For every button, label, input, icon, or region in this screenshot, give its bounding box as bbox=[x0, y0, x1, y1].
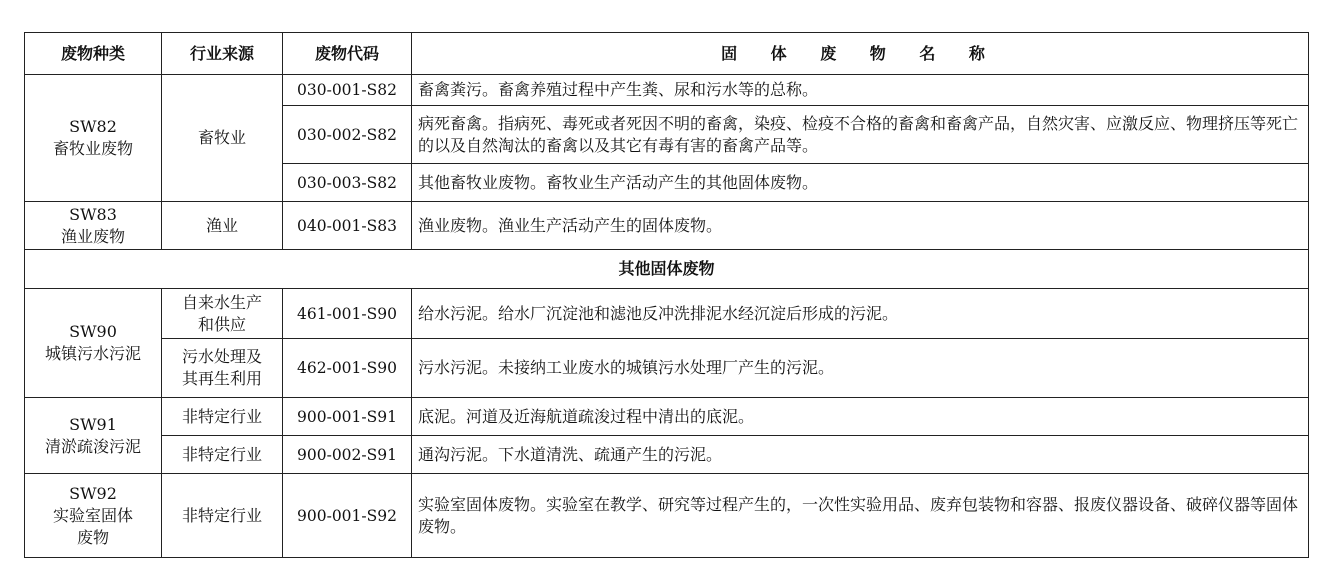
category-name: 城镇污水污泥 bbox=[44, 344, 141, 363]
header-code: 废物代码 bbox=[283, 33, 412, 75]
waste-classification-table bbox=[24, 32, 1309, 558]
industry-cell: 渔业 bbox=[162, 202, 283, 250]
table-row bbox=[25, 289, 1309, 339]
waste-description: 给水污泥。给水厂沉淀池和滤池反冲洗排泥水经沉淀后形成的污泥。 bbox=[412, 289, 1309, 339]
table-row bbox=[25, 474, 1309, 558]
category-cell bbox=[25, 289, 162, 398]
category-name: 渔业废物 bbox=[60, 226, 125, 246]
table-row bbox=[25, 339, 1309, 398]
industry-line: 污水处理及 bbox=[181, 347, 262, 366]
category-cell bbox=[25, 75, 162, 202]
category-code: SW92 bbox=[69, 483, 117, 503]
waste-description: 通沟污泥。下水道清洗、疏通产生的污泥。 bbox=[412, 436, 1309, 474]
industry-cell: 畜牧业 bbox=[162, 75, 283, 202]
waste-description: 实验室固体废物。实验室在教学、研究等过程产生的，一次性实验用品、废弃包装物和容器、报废仪器设备、破碎仪器等固体废物。 bbox=[412, 474, 1309, 558]
table-row bbox=[25, 202, 1309, 250]
industry-line: 其再生利用 bbox=[181, 369, 262, 388]
category-code: SW90 bbox=[69, 322, 117, 341]
waste-code: 900-001-S92 bbox=[283, 474, 412, 558]
category-cell bbox=[25, 474, 162, 558]
waste-description: 底泥。河道及近海航道疏浚过程中清出的底泥。 bbox=[412, 398, 1309, 436]
industry-line: 自来水生产 bbox=[181, 292, 262, 312]
waste-code: 030-002-S82 bbox=[283, 106, 412, 164]
table-row bbox=[25, 398, 1309, 436]
industry-cell: 非特定行业 bbox=[162, 474, 283, 558]
waste-code: 462-001-S90 bbox=[283, 339, 412, 398]
waste-description: 其他畜牧业废物。畜牧业生产活动产生的其他固体废物。 bbox=[412, 164, 1309, 202]
industry-cell: 非特定行业 bbox=[162, 398, 283, 436]
category-code: SW82 bbox=[69, 117, 117, 136]
category-code: SW91 bbox=[69, 414, 117, 434]
waste-code: 900-001-S91 bbox=[283, 398, 412, 436]
category-name: 清淤疏浚污泥 bbox=[44, 436, 141, 456]
category-cell bbox=[25, 202, 162, 250]
waste-description: 畜禽粪污。畜禽养殖过程中产生粪、尿和污水等的总称。 bbox=[412, 75, 1309, 106]
header-name: 固 体 废 物 名 称 bbox=[412, 33, 1309, 75]
category-code: SW83 bbox=[69, 204, 117, 224]
waste-description: 病死畜禽。指病死、毒死或者死因不明的畜禽，染疫、检疫不合格的畜禽和畜禽产品，自然灾害、应激反应、物理挤压等死亡的以及自然淘汰的畜禽以及其它有毒有害的畜禽产品等。 bbox=[412, 106, 1309, 164]
header-industry: 行业来源 bbox=[162, 33, 283, 75]
category-name: 废物 bbox=[76, 527, 109, 547]
waste-code: 030-001-S82 bbox=[283, 75, 412, 106]
industry-cell bbox=[162, 339, 283, 398]
section-title: 其他固体废物 bbox=[25, 250, 1309, 289]
industry-cell: 非特定行业 bbox=[162, 436, 283, 474]
header-row bbox=[25, 33, 1309, 75]
waste-description: 污水污泥。未接纳工业废水的城镇污水处理厂产生的污泥。 bbox=[412, 339, 1309, 398]
section-row bbox=[25, 250, 1309, 289]
industry-line: 和供应 bbox=[197, 314, 246, 334]
industry-cell bbox=[162, 289, 283, 339]
category-name: 实验室固体 bbox=[52, 505, 133, 525]
category-name: 畜牧业废物 bbox=[52, 139, 133, 158]
waste-code: 030-003-S82 bbox=[283, 164, 412, 202]
waste-description: 渔业废物。渔业生产活动产生的固体废物。 bbox=[412, 202, 1309, 250]
waste-code: 040-001-S83 bbox=[283, 202, 412, 250]
header-category: 废物种类 bbox=[25, 33, 162, 75]
waste-code: 461-001-S90 bbox=[283, 289, 412, 339]
waste-code: 900-002-S91 bbox=[283, 436, 412, 474]
category-cell bbox=[25, 398, 162, 474]
table-row bbox=[25, 436, 1309, 474]
table-row bbox=[25, 75, 1309, 106]
